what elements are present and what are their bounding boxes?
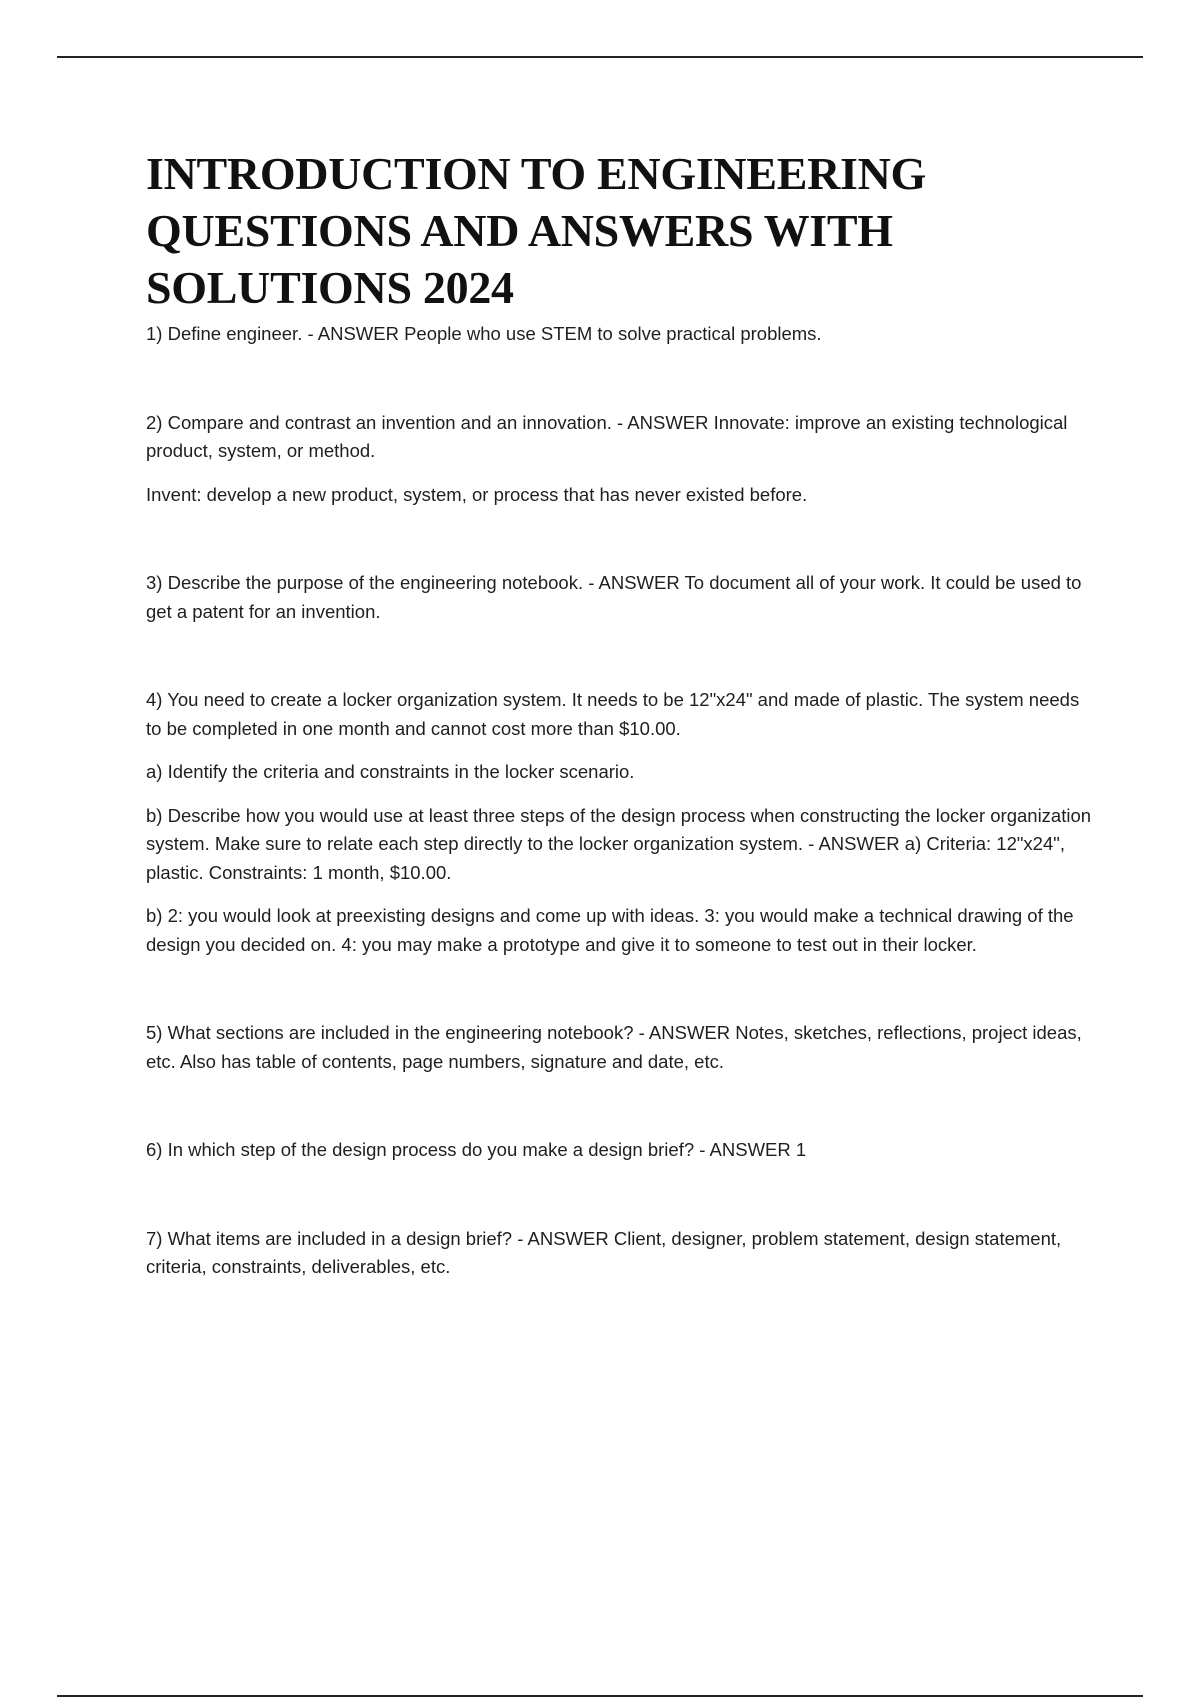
qa-paragraph: 4) You need to create a locker organization system. It needs to be 12"x24" and made of plastic. The system needs to be completed in one month and cannot cost more than $10.00. [146,689,1080,739]
qa-item-3 [146,569,1096,626]
qa-item-7 [146,1225,1096,1282]
qa-list [146,320,1096,1282]
qa-item-2 [146,409,1096,510]
qa-paragraph: 5) What sections are included in the engineering notebook? - ANSWER Notes, sketches, reflections, project ideas, etc. Also has table of contents, page numbers, signature and date, etc. [146,1022,1082,1072]
qa-paragraph: b) Describe how you would use at least three steps of the design process when constructing the locker organization system. Make sure to relate each step directly to the locker organization system. - ANSWER a) Criteria: 12"x24", plastic. Constraints: 1 month, $10.00. [146,804,1092,883]
qa-paragraph: 3) Describe the purpose of the engineering notebook. - ANSWER To document all of your work. It could be used to get a patent for an invention. [146,572,1082,622]
qa-paragraph: b) 2: you would look at preexisting designs and come up with ideas. 3: you would make a technical drawing of the design you decided on. 4: you may make a prototype and give it to someone to test out in their locker. [146,905,1074,955]
qa-item-5 [146,1019,1096,1076]
qa-paragraph: 1) Define engineer. - ANSWER People who use STEM to solve practical problems. [146,323,822,344]
top-divider [57,56,1143,58]
document-title: INTRODUCTION TO ENGINEERING QUESTIONS AND ANSWERS WITH SOLUTIONS 2024 [146,148,927,313]
qa-paragraph: 6) In which step of the design process do you make a design brief? - ANSWER 1 [146,1139,807,1160]
document-body [146,145,1096,1282]
qa-paragraph: Invent: develop a new product, system, or process that has never existed before. [146,483,808,505]
qa-paragraph: 7) What items are included in a design brief? - ANSWER Client, designer, problem statement, design statement, criteria, constraints, deliverables, etc. [146,1227,1062,1277]
qa-item-1 [146,320,1096,349]
qa-item-4 [146,686,1096,959]
qa-paragraph: 2) Compare and contrast an invention and an innovation. - ANSWER Innovate: improve an existing technological product, system, or method. [146,411,1068,461]
qa-item-6 [146,1136,1096,1165]
bottom-divider [57,1695,1143,1697]
qa-paragraph: a) Identify the criteria and constraints in the locker scenario. [146,761,635,782]
